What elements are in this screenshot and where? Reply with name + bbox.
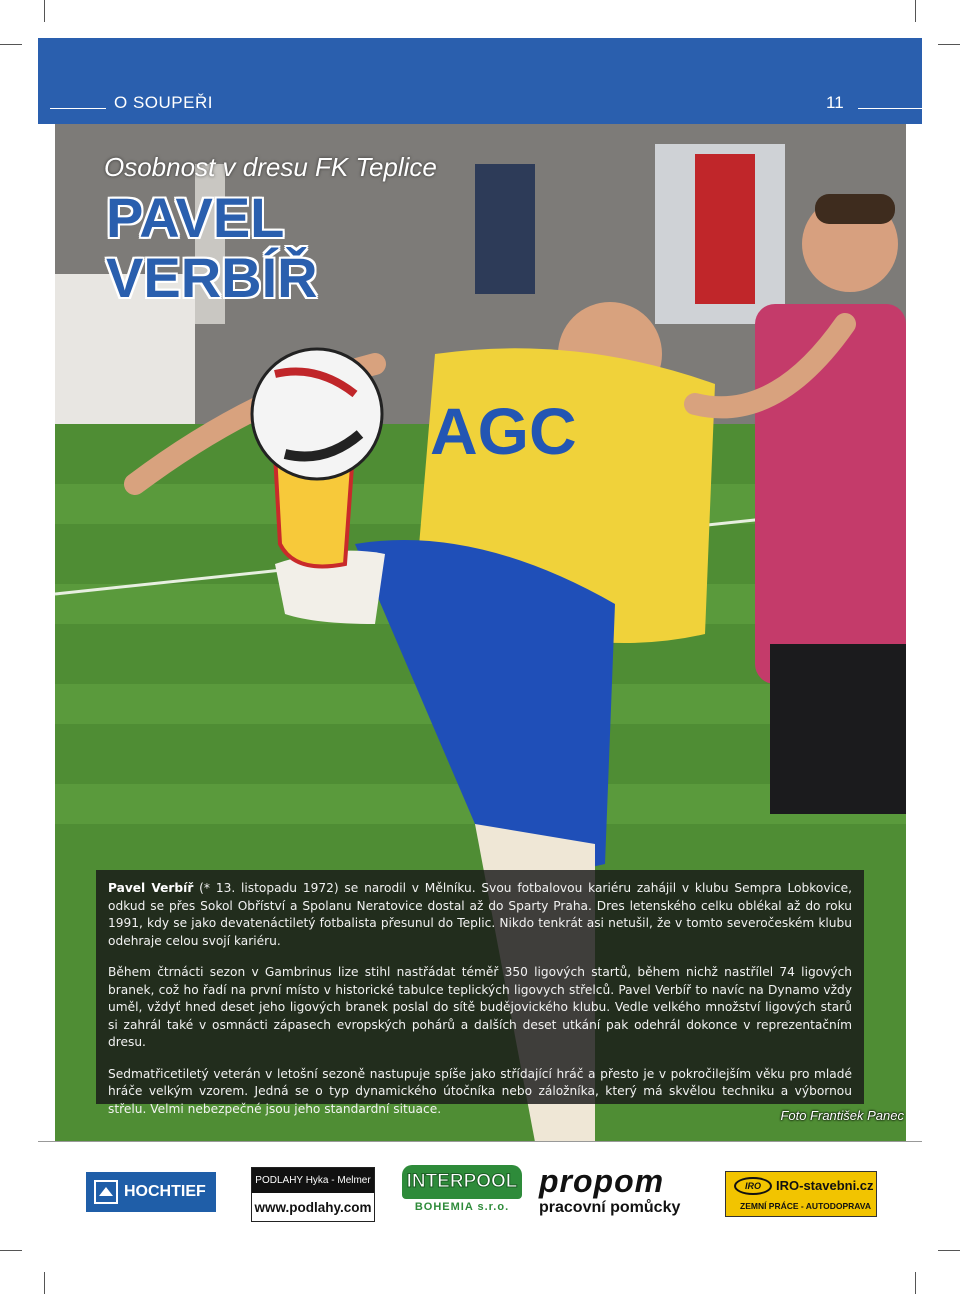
sponsor-propom-logo: propom pracovní pomůcky bbox=[539, 1163, 681, 1216]
footer-rule bbox=[38, 1141, 922, 1142]
header-rule-left bbox=[50, 108, 106, 109]
player-first-name: PAVEL bbox=[106, 186, 285, 249]
hochtief-icon bbox=[94, 1180, 118, 1204]
iro-icon: IRO bbox=[734, 1177, 772, 1195]
article-subtitle: Osobnost v dresu FK Teplice bbox=[104, 152, 437, 182]
crop-mark bbox=[0, 1250, 22, 1251]
article-paragraph: Pavel Verbíř (* 13. listopadu 1972) se narodil v Mělníku. Svou fotbalovou kariéru zahájil v klubu Sempra Lobkovice, odkud se přes Sokol Obříství a Spolanu Neratovice dostal až do Sparty Praha. Dres letenského celku oblékal až do roku 1991, kdy se jako devatenáctiletý fotbalista přesunul do Teplic. Nikdo tenkrát asi netušil, že v tomto severočeském klubu odehraje celou svojí kariéru. bbox=[108, 881, 852, 948]
crop-mark bbox=[938, 1250, 960, 1251]
article-paragraph: Sedmatřicetiletý veterán v letošní sezoně nastupuje spíše jako střídající hráč a přesto je v pokročilejším věku pro mladé hráče velkým vzorem. Jedná se o typ dynamického útočníka nebo záložníka, který má skvělou techniku a výbornou střelu. Velmi nebezpečné jsou jeho standardní situace. bbox=[108, 1066, 852, 1116]
sponsor-podlahy-logo: PODLAHY Hyka - Melmer www.podlahy.com bbox=[251, 1167, 375, 1222]
steward-red-jacket bbox=[695, 154, 755, 304]
sponsor-iro-logo: IRO IRO-stavebni.cz ZEMNÍ PRÁCE - AUTODOPRAVA bbox=[725, 1171, 877, 1217]
opponent-shorts bbox=[770, 644, 906, 814]
article-paragraph: Během čtrnácti sezon v Gambrinus lize stihl nastřádat téměř 350 ligových startů, během nichž nastřílel 74 ligových branek, což ho řadí na první místo v historické tabulce teplických ligovych střelců. Pavel Verbíř to navíc na Dynamo vždy uměl, vždyť hned deset jeho ligových branek poslal do sítě budějovického klubu. Vedle velkého množství ligových starů si zahrál také v osmnácti zápasech evropských pohárů a dalších deset utkání pak odehrál dokonce v reprezentačním dresu. bbox=[108, 965, 852, 1049]
opponent-shirt bbox=[755, 304, 906, 684]
sponsor-interpool-logo: INTERPOOL BOHEMIA s.r.o. bbox=[402, 1165, 522, 1223]
jersey-sponsor: AGC bbox=[430, 394, 577, 468]
section-title: O SOUPEŘI bbox=[114, 93, 213, 112]
player-name bbox=[106, 188, 318, 308]
player-last-name: VERBÍŘ bbox=[106, 246, 318, 309]
crop-mark bbox=[44, 0, 45, 22]
photo-credit: Foto František Panec bbox=[780, 1108, 904, 1123]
article-body bbox=[96, 870, 864, 1116]
page-number: 11 bbox=[826, 93, 844, 112]
article-lead-name: Pavel Verbíř bbox=[108, 881, 194, 895]
crop-mark bbox=[44, 1272, 45, 1294]
crop-mark bbox=[915, 1272, 916, 1294]
crop-mark bbox=[0, 44, 22, 45]
header-rule-right bbox=[858, 108, 922, 109]
crop-mark bbox=[915, 0, 916, 22]
sponsor-hochtief-logo: HOCHTIEF bbox=[86, 1172, 216, 1212]
crop-mark bbox=[938, 44, 960, 45]
spectator-dark bbox=[475, 164, 535, 294]
